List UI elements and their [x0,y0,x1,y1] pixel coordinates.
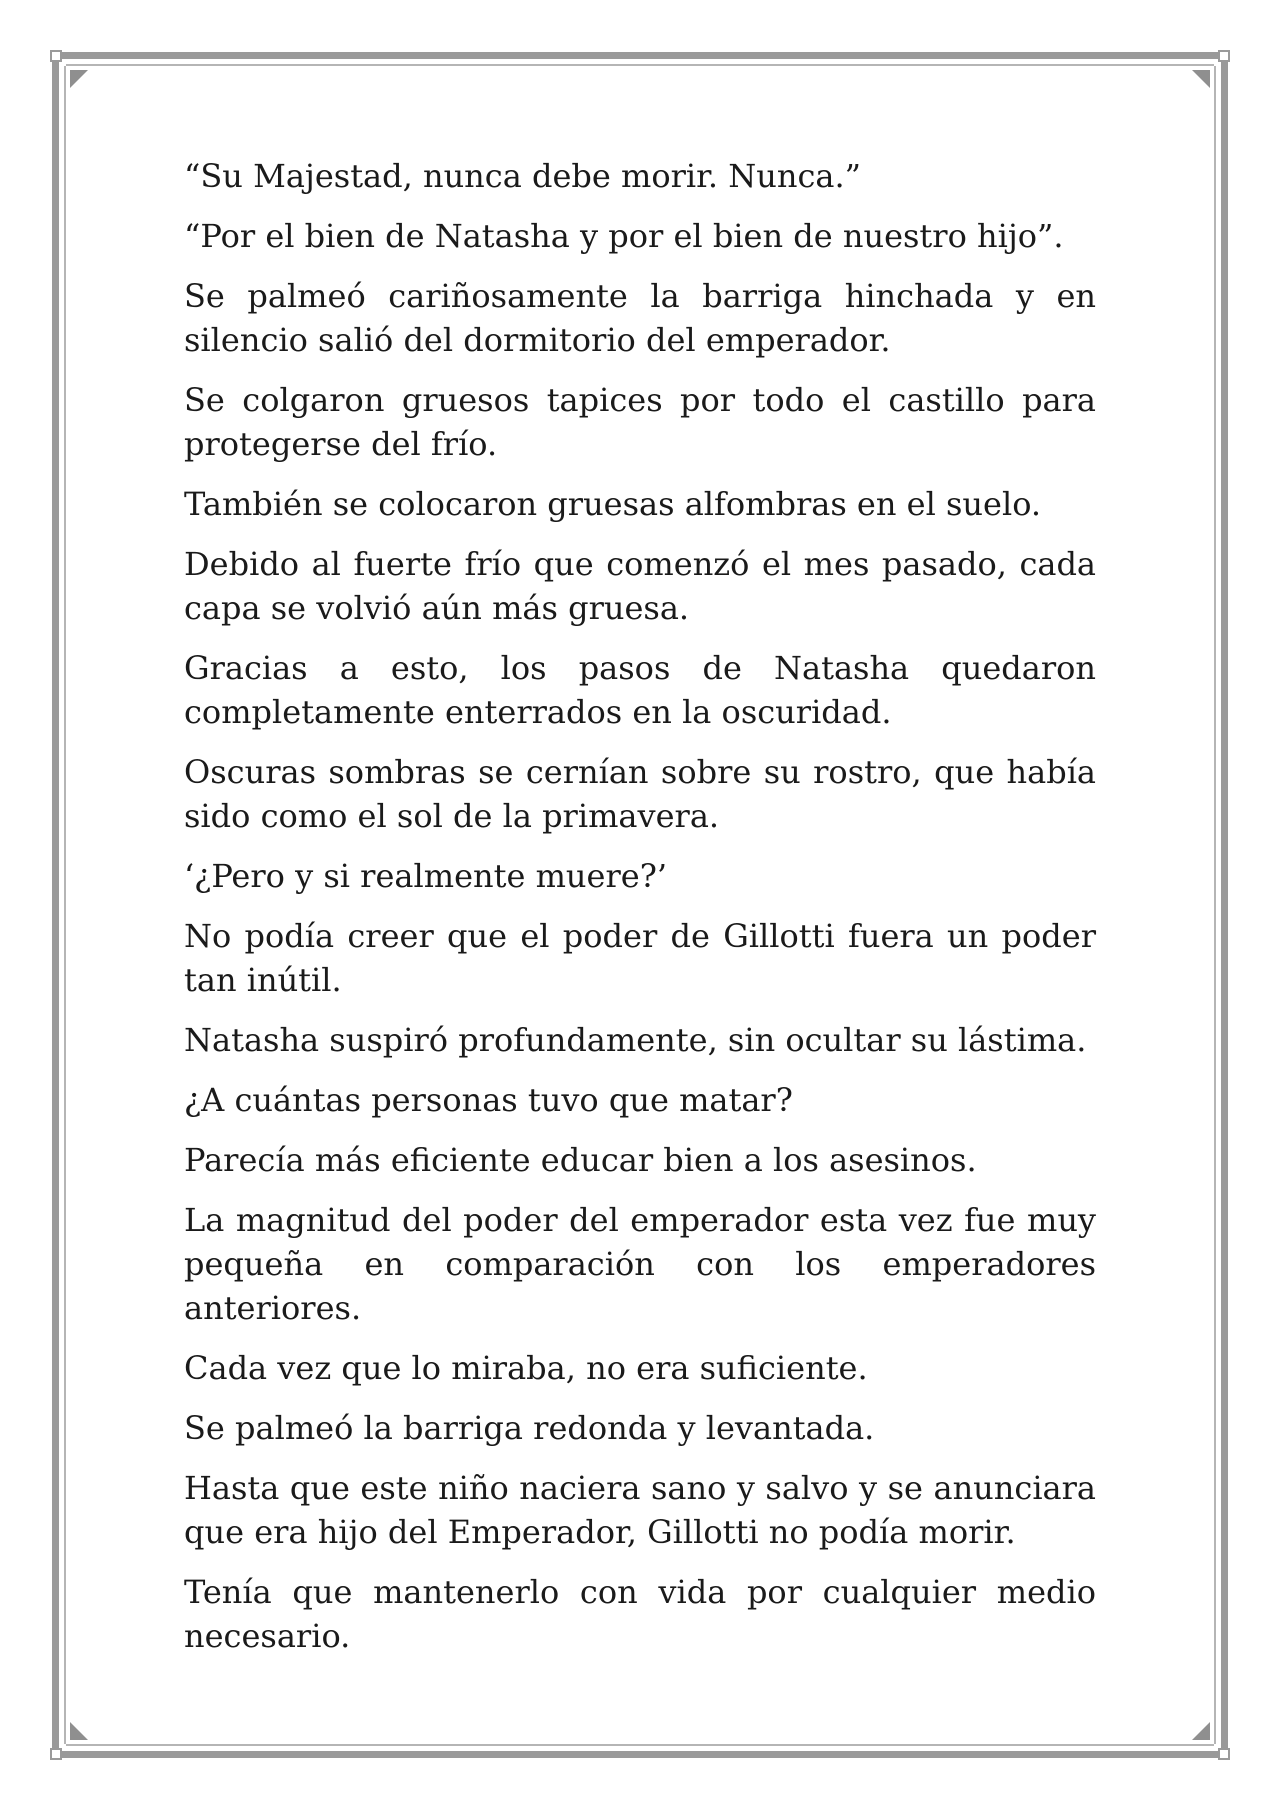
paragraph: Tenía que mantenerlo con vida por cualquier medio necesario. [184,1573,1096,1655]
frame-bottom-border [58,1751,1222,1758]
frame-inner-top-line [66,64,1214,66]
frame-right-border [1221,58,1228,1752]
paragraph: ‘¿Pero y si realmente muere?’ [184,857,668,895]
paragraph: “Su Majestad, nunca debe morir. Nunca.” [184,157,861,195]
corner-ornament-top-left [50,50,62,62]
frame-left-border [52,58,59,1752]
paragraph: No podía creer que el poder de Gillotti fuera un poder tan inútil. [184,917,1096,999]
body-text [184,154,1096,1674]
paragraph: Gracias a esto, los pasos de Natasha quedaron completamente enterrados en la oscuridad. [184,649,1096,731]
frame-inner-left-line [64,66,66,1744]
paragraph: Debido al fuerte frío que comenzó el mes pasado, cada capa se volvió aún más gruesa. [184,545,1096,627]
paragraph: Hasta que este niño naciera sano y salvo y se anunciara que era hijo del Emperador, Gillotti no podía morir. [184,1469,1096,1551]
corner-triangle-top-right [1192,70,1210,88]
paragraph: “Por el bien de Natasha y por el bien de nuestro hijo”. [184,217,1064,255]
paragraph: Se colgaron gruesos tapices por todo el castillo para protegerse del frío. [184,381,1096,463]
paragraph: Cada vez que lo miraba, no era suficiente. [184,1349,868,1387]
paragraph: Se palmeó la barriga redonda y levantada. [184,1409,875,1447]
frame-top-border [58,52,1222,59]
frame-inner-bottom-line [66,1744,1214,1746]
corner-triangle-bottom-left [70,1722,88,1740]
paragraph: También se colocaron gruesas alfombras en el suelo. [184,485,1042,523]
paragraph: La magnitud del poder del emperador esta vez fue muy pequeña en comparación con los emperadores anteriores. [184,1201,1096,1327]
paragraph: Se palmeó cariñosamente la barriga hinchada y en silencio salió del dormitorio del emperador. [184,277,1096,359]
corner-ornament-bottom-left [50,1748,62,1760]
paragraph: Natasha suspiró profundamente, sin ocultar su lástima. [184,1021,1087,1059]
corner-ornament-top-right [1218,50,1230,62]
paragraph: ¿A cuántas personas tuvo que matar? [184,1081,793,1119]
corner-triangle-bottom-right [1192,1722,1210,1740]
corner-triangle-top-left [70,70,88,88]
paragraph: Parecía más eficiente educar bien a los asesinos. [184,1141,977,1179]
corner-ornament-bottom-right [1218,1748,1230,1760]
frame-inner-right-line [1214,66,1216,1744]
paragraph: Oscuras sombras se cernían sobre su rostro, que había sido como el sol de la primavera. [184,753,1096,835]
